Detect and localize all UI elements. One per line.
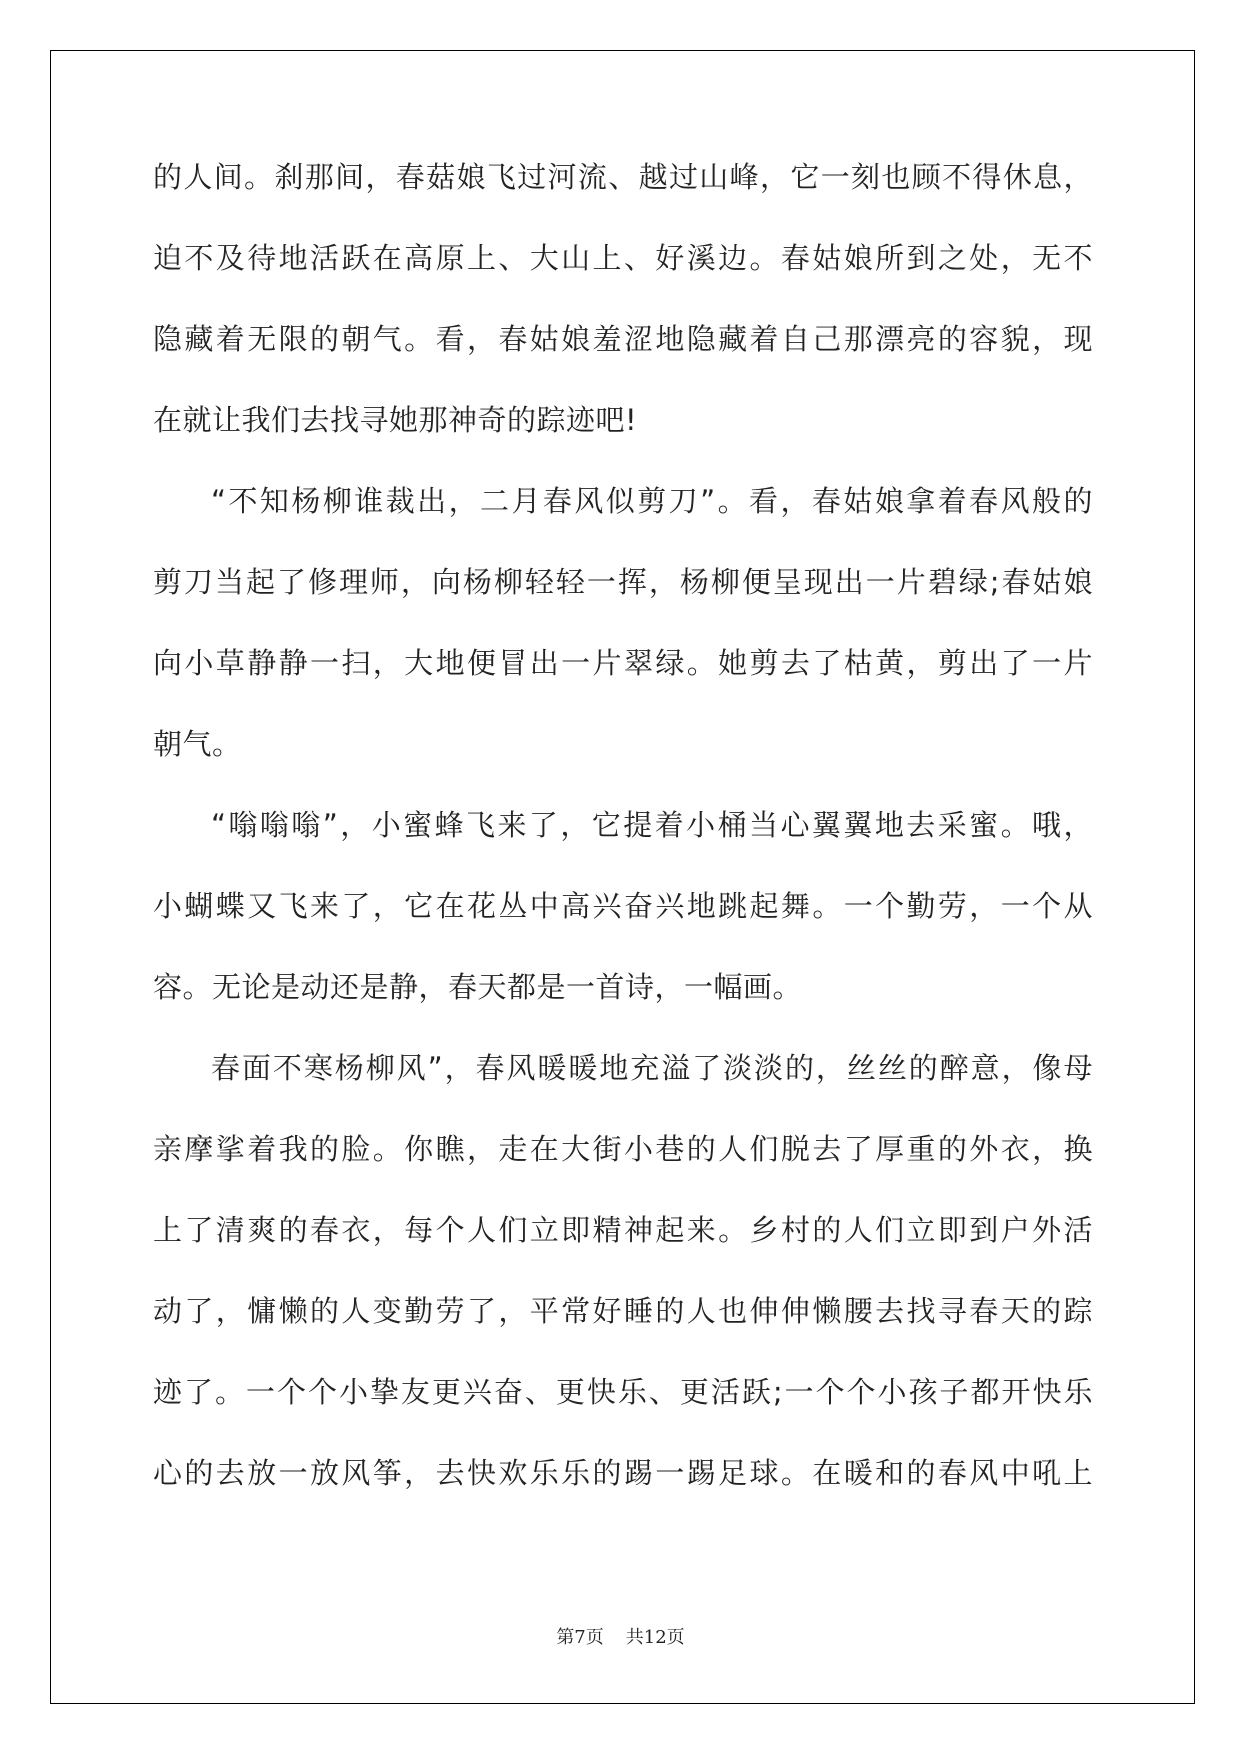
- text-line: 亲摩挲着我的脸。你瞧，走在大街小巷的人们脱去了厚重的外衣，换: [153, 1132, 1093, 1166]
- text-line: 容。无论是动还是静，春天都是一首诗，一幅画。: [153, 970, 803, 1004]
- text-line-paragraph-start: “不知杨柳谁裁出，二月春风似剪刀”。看，春姑娘拿着春风般的: [211, 484, 1093, 518]
- text-line: 剪刀当起了修理师，向杨柳轻轻一挥，杨柳便呈现出一片碧绿;春姑娘: [153, 565, 1093, 599]
- text-line: 心的去放一放风筝，去快欢乐乐的踢一踢足球。在暖和的春风中吼上: [153, 1456, 1093, 1490]
- text-line-paragraph-start: 春面不寒杨柳风”，春风暖暖地充溢了淡淡的，丝丝的醉意，像母: [211, 1051, 1093, 1085]
- text-line: 朝气。: [153, 727, 242, 761]
- text-line: 在就让我们去找寻她那神奇的踪迹吧!: [153, 403, 638, 437]
- text-line: 隐藏着无限的朝气。看，春姑娘羞涩地隐藏着自己那漂亮的容貌，现: [153, 322, 1093, 356]
- text-line: 上了清爽的春衣，每个人们立即精神起来。乡村的人们立即到户外活: [153, 1213, 1093, 1247]
- text-line: 小蝴蝶又飞来了，它在花丛中高兴奋兴地跳起舞。一个勤劳，一个从: [153, 889, 1093, 923]
- text-line: 迹了。一个个小挚友更兴奋、更快乐、更活跃;一个个小孩子都开快乐: [153, 1375, 1093, 1409]
- text-line-paragraph-start: “嗡嗡嗡”，小蜜蜂飞来了，它提着小桶当心翼翼地去采蜜。哦，: [211, 808, 1093, 842]
- page-number: 第7页: [556, 1627, 604, 1648]
- text-line: 向小草静静一扫，大地便冒出一片翠绿。她剪去了枯黄，剪出了一片: [153, 646, 1093, 680]
- text-line: 动了，慵懒的人变勤劳了，平常好睡的人也伸伸懒腰去找寻春天的踪: [153, 1294, 1093, 1328]
- text-line: 迫不及待地活跃在高原上、大山上、好溪边。春姑娘所到之处，无不: [153, 241, 1093, 275]
- page-footer: [0, 1623, 1241, 1649]
- document-body: [153, 162, 1093, 1539]
- text-line: 的人间。刹那间，春菇娘飞过河流、越过山峰，它一刻也顾不得休息，: [153, 160, 1093, 194]
- page-total: 共12页: [625, 1627, 685, 1648]
